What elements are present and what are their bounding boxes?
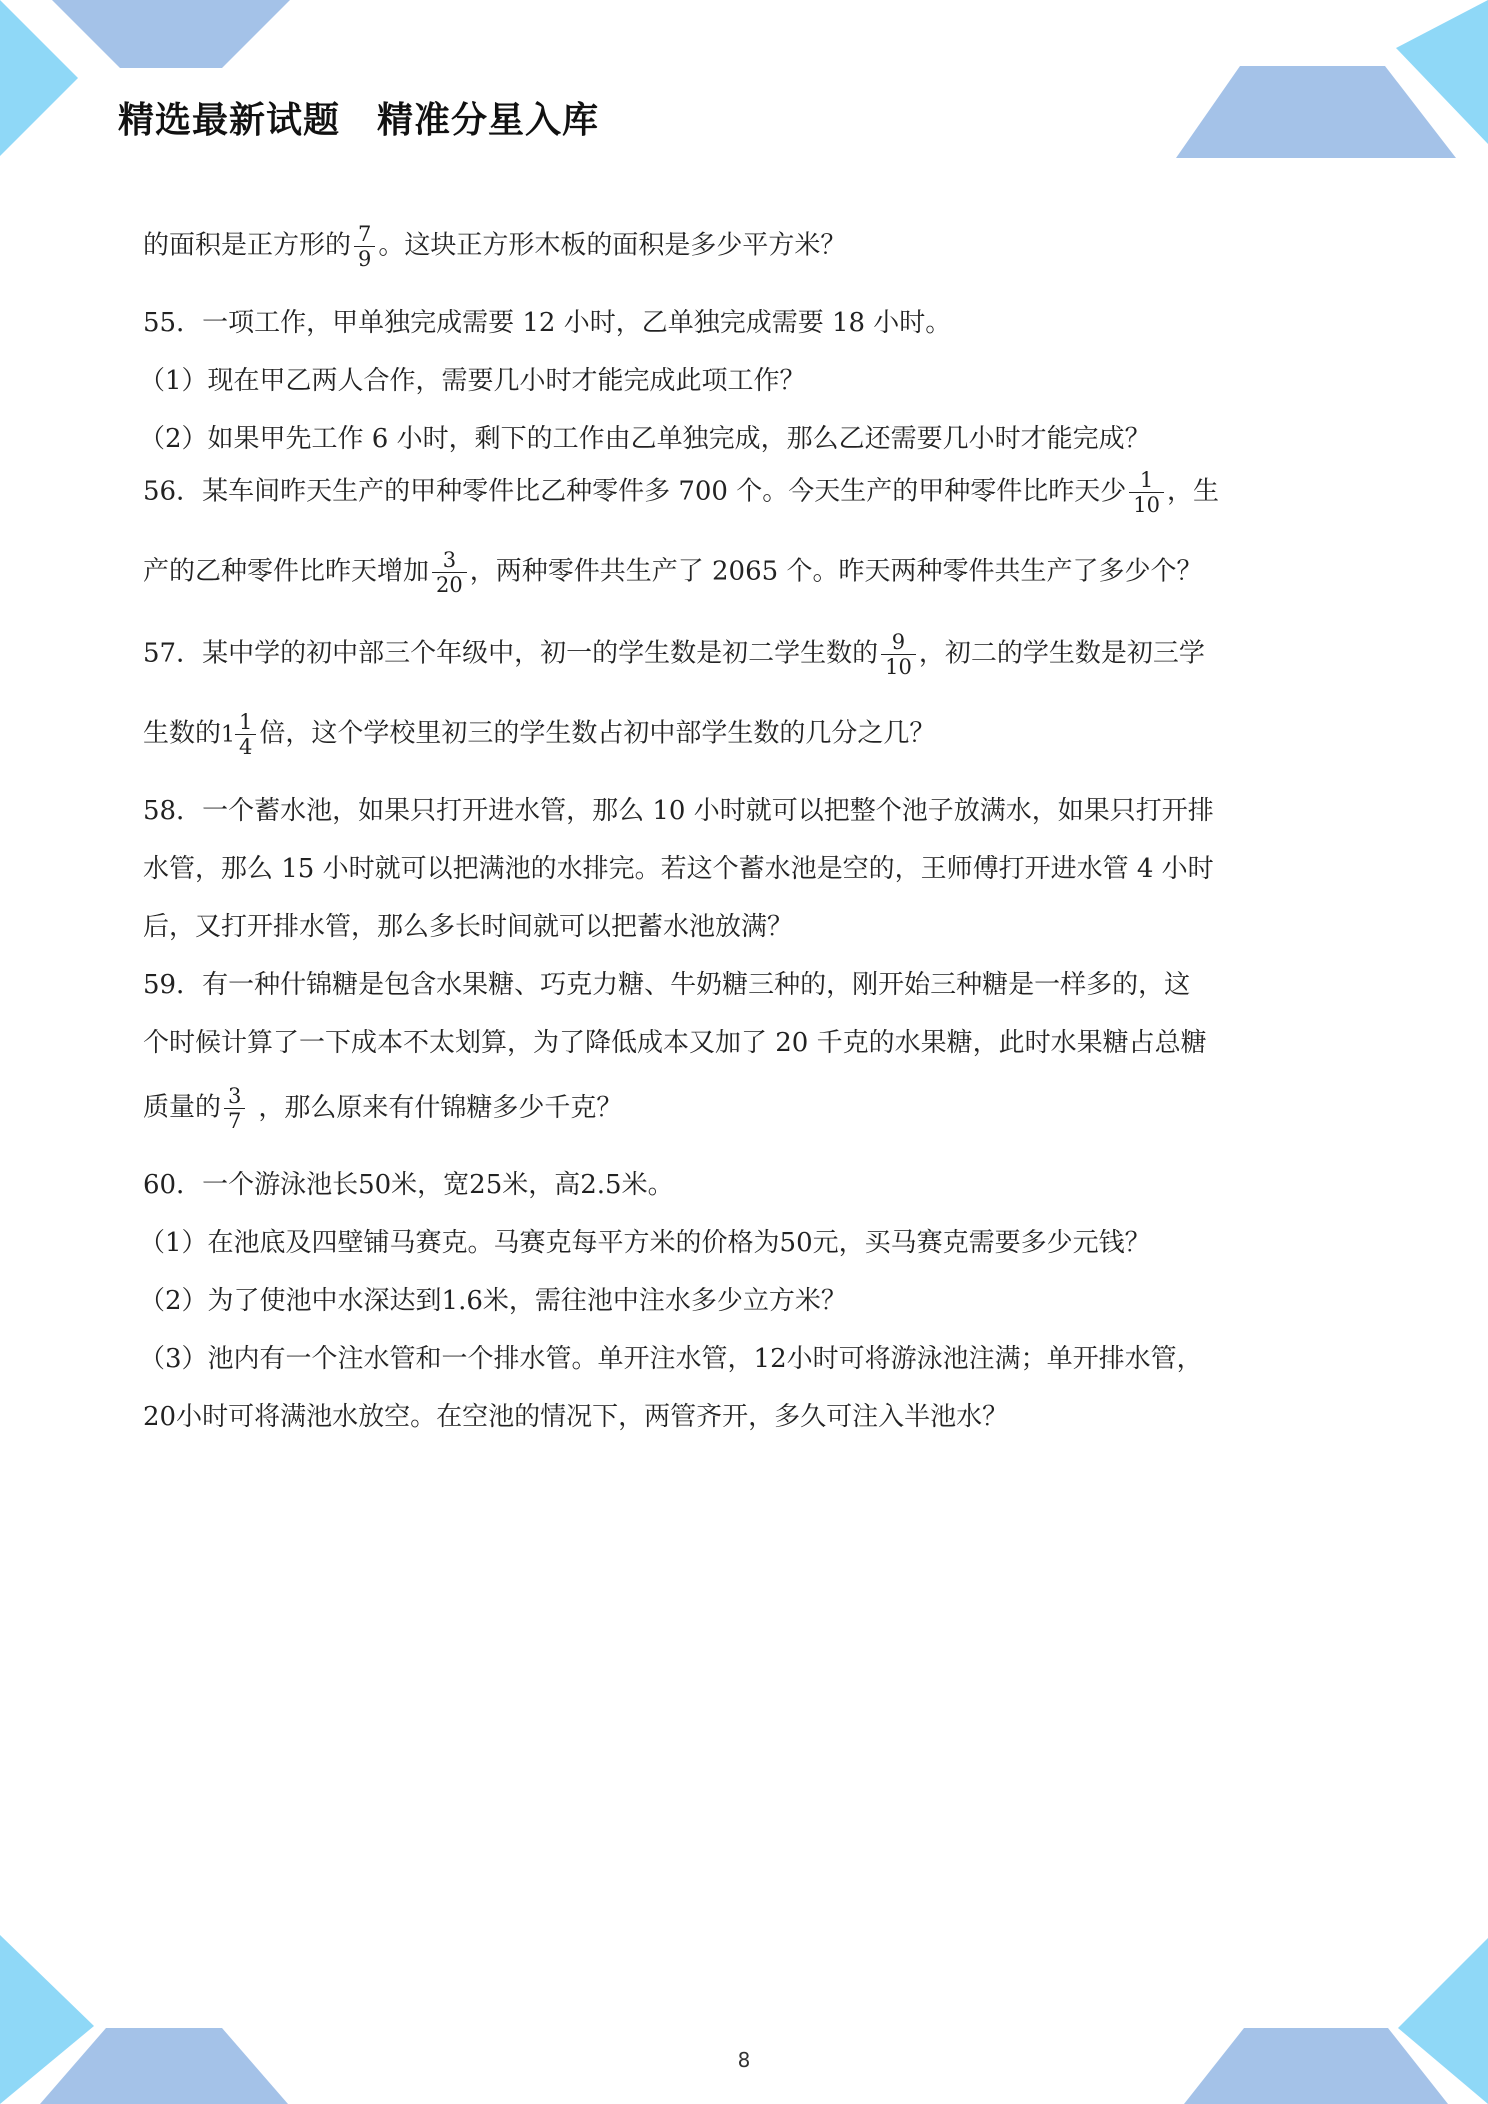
question-60-part-3: （3）池内有一个注水管和一个排水管。单开注水管，12小时可将游泳池注满；单开排水管， xyxy=(139,1344,1203,1374)
fraction-numerator: 3 xyxy=(224,1084,245,1109)
fraction-denominator: 10 xyxy=(885,655,912,680)
fraction xyxy=(881,630,916,679)
question-56 xyxy=(143,468,1219,517)
fraction xyxy=(235,710,256,759)
question-55: 55．一项工作，甲单独完成需要 12 小时，乙单独完成需要 18 小时。 xyxy=(143,308,952,338)
fraction-denominator: 20 xyxy=(436,573,463,598)
question-55-part-1: （1）现在甲乙两人合作，需要几小时才能完成此项工作？ xyxy=(139,366,806,396)
fraction xyxy=(432,548,467,597)
fraction-denominator: 9 xyxy=(358,247,372,272)
fraction-denominator: 7 xyxy=(228,1109,242,1134)
question-58-cont: 后，又打开排水管，那么多长时间就可以把蓄水池放满？ xyxy=(143,912,794,942)
question-58-cont: 水管，那么 15 小时就可以把满池的水排完。若这个蓄水池是空的，王师傅打开进水管 4 小时 xyxy=(143,854,1214,884)
question-59: 59．有一种什锦糖是包含水果糖、巧克力糖、牛奶糖三种的，刚开始三种糖是一样多的，这 xyxy=(143,970,1191,1000)
text-run: ，两种零件共生产了 2065 个。昨天两种零件共生产了多少个？ xyxy=(469,556,1203,587)
text-run: ，初二的学生数是初三学 xyxy=(918,638,1205,669)
fraction-denominator: 4 xyxy=(239,735,253,760)
question-59-cont xyxy=(143,1084,622,1133)
fraction xyxy=(1129,468,1164,517)
text-run: 。这块正方形木板的面积是多少平方米？ xyxy=(378,230,847,261)
header-title: 精选最新试题 精准分星入库 xyxy=(118,100,600,141)
question-55-part-2: （2）如果甲先工作 6 小时，剩下的工作由乙单独完成，那么乙还需要几小时才能完成？ xyxy=(139,424,1151,454)
text-run: 56．某车间昨天生产的甲种零件比乙种零件多 700 个。今天生产的甲种零件比昨天少 xyxy=(143,476,1127,507)
text-line xyxy=(143,222,846,271)
question-57-cont xyxy=(143,710,935,759)
text-run: 质量的 xyxy=(143,1092,222,1123)
question-58: 58．一个蓄水池，如果只打开进水管，那么 10 小时就可以把整个池子放满水，如果只打开排 xyxy=(143,796,1214,826)
question-57 xyxy=(143,630,1205,679)
question-60-part-3-cont: 20小时可将满池水放空。在空池的情况下，两管齐开，多久可注入半池水？ xyxy=(143,1402,1009,1432)
fraction-numerator: 9 xyxy=(881,630,916,655)
text-run: 的面积是正方形的 xyxy=(143,230,352,261)
page-number: 8 xyxy=(737,2048,751,2072)
trapezoid-top-left xyxy=(52,0,290,68)
text-run: 57．某中学的初中部三个年级中，初一的学生数是初二学生数的 xyxy=(143,638,879,669)
fraction xyxy=(354,222,375,271)
corner-triangle-top-left xyxy=(0,0,78,156)
mixed-number-whole: 1 xyxy=(221,722,236,748)
question-60-part-2: （2）为了使池中水深达到1.6米，需往池中注水多少立方米？ xyxy=(139,1286,847,1316)
fraction-numerator: 1 xyxy=(235,710,256,735)
fraction-numerator: 1 xyxy=(1129,468,1164,493)
text-run: 生数的 xyxy=(143,718,222,749)
question-60: 60．一个游泳池长50米，宽25米，高2.5米。 xyxy=(143,1170,674,1200)
question-60-part-1: （1）在池底及四壁铺马赛克。马赛克每平方米的价格为50元，买马赛克需要多少元钱？ xyxy=(139,1228,1151,1258)
fraction-numerator: 7 xyxy=(354,222,375,247)
trapezoid-top-right xyxy=(1176,66,1456,158)
fraction-numerator: 3 xyxy=(432,548,467,573)
text-run: 倍，这个学校里初三的学生数占初中部学生数的几分之几？ xyxy=(259,718,936,749)
fraction-denominator: 10 xyxy=(1133,493,1160,518)
question-56-cont xyxy=(143,548,1202,597)
text-run: ，生 xyxy=(1166,476,1219,507)
text-run: ，那么原来有什锦糖多少千克？ xyxy=(258,1092,623,1123)
question-59-cont: 个时候计算了一下成本不太划算，为了降低成本又加了 20 千克的水果糖，此时水果糖占总糖 xyxy=(143,1028,1207,1058)
text-run: 产的乙种零件比昨天增加 xyxy=(143,556,430,587)
fraction xyxy=(224,1084,245,1133)
